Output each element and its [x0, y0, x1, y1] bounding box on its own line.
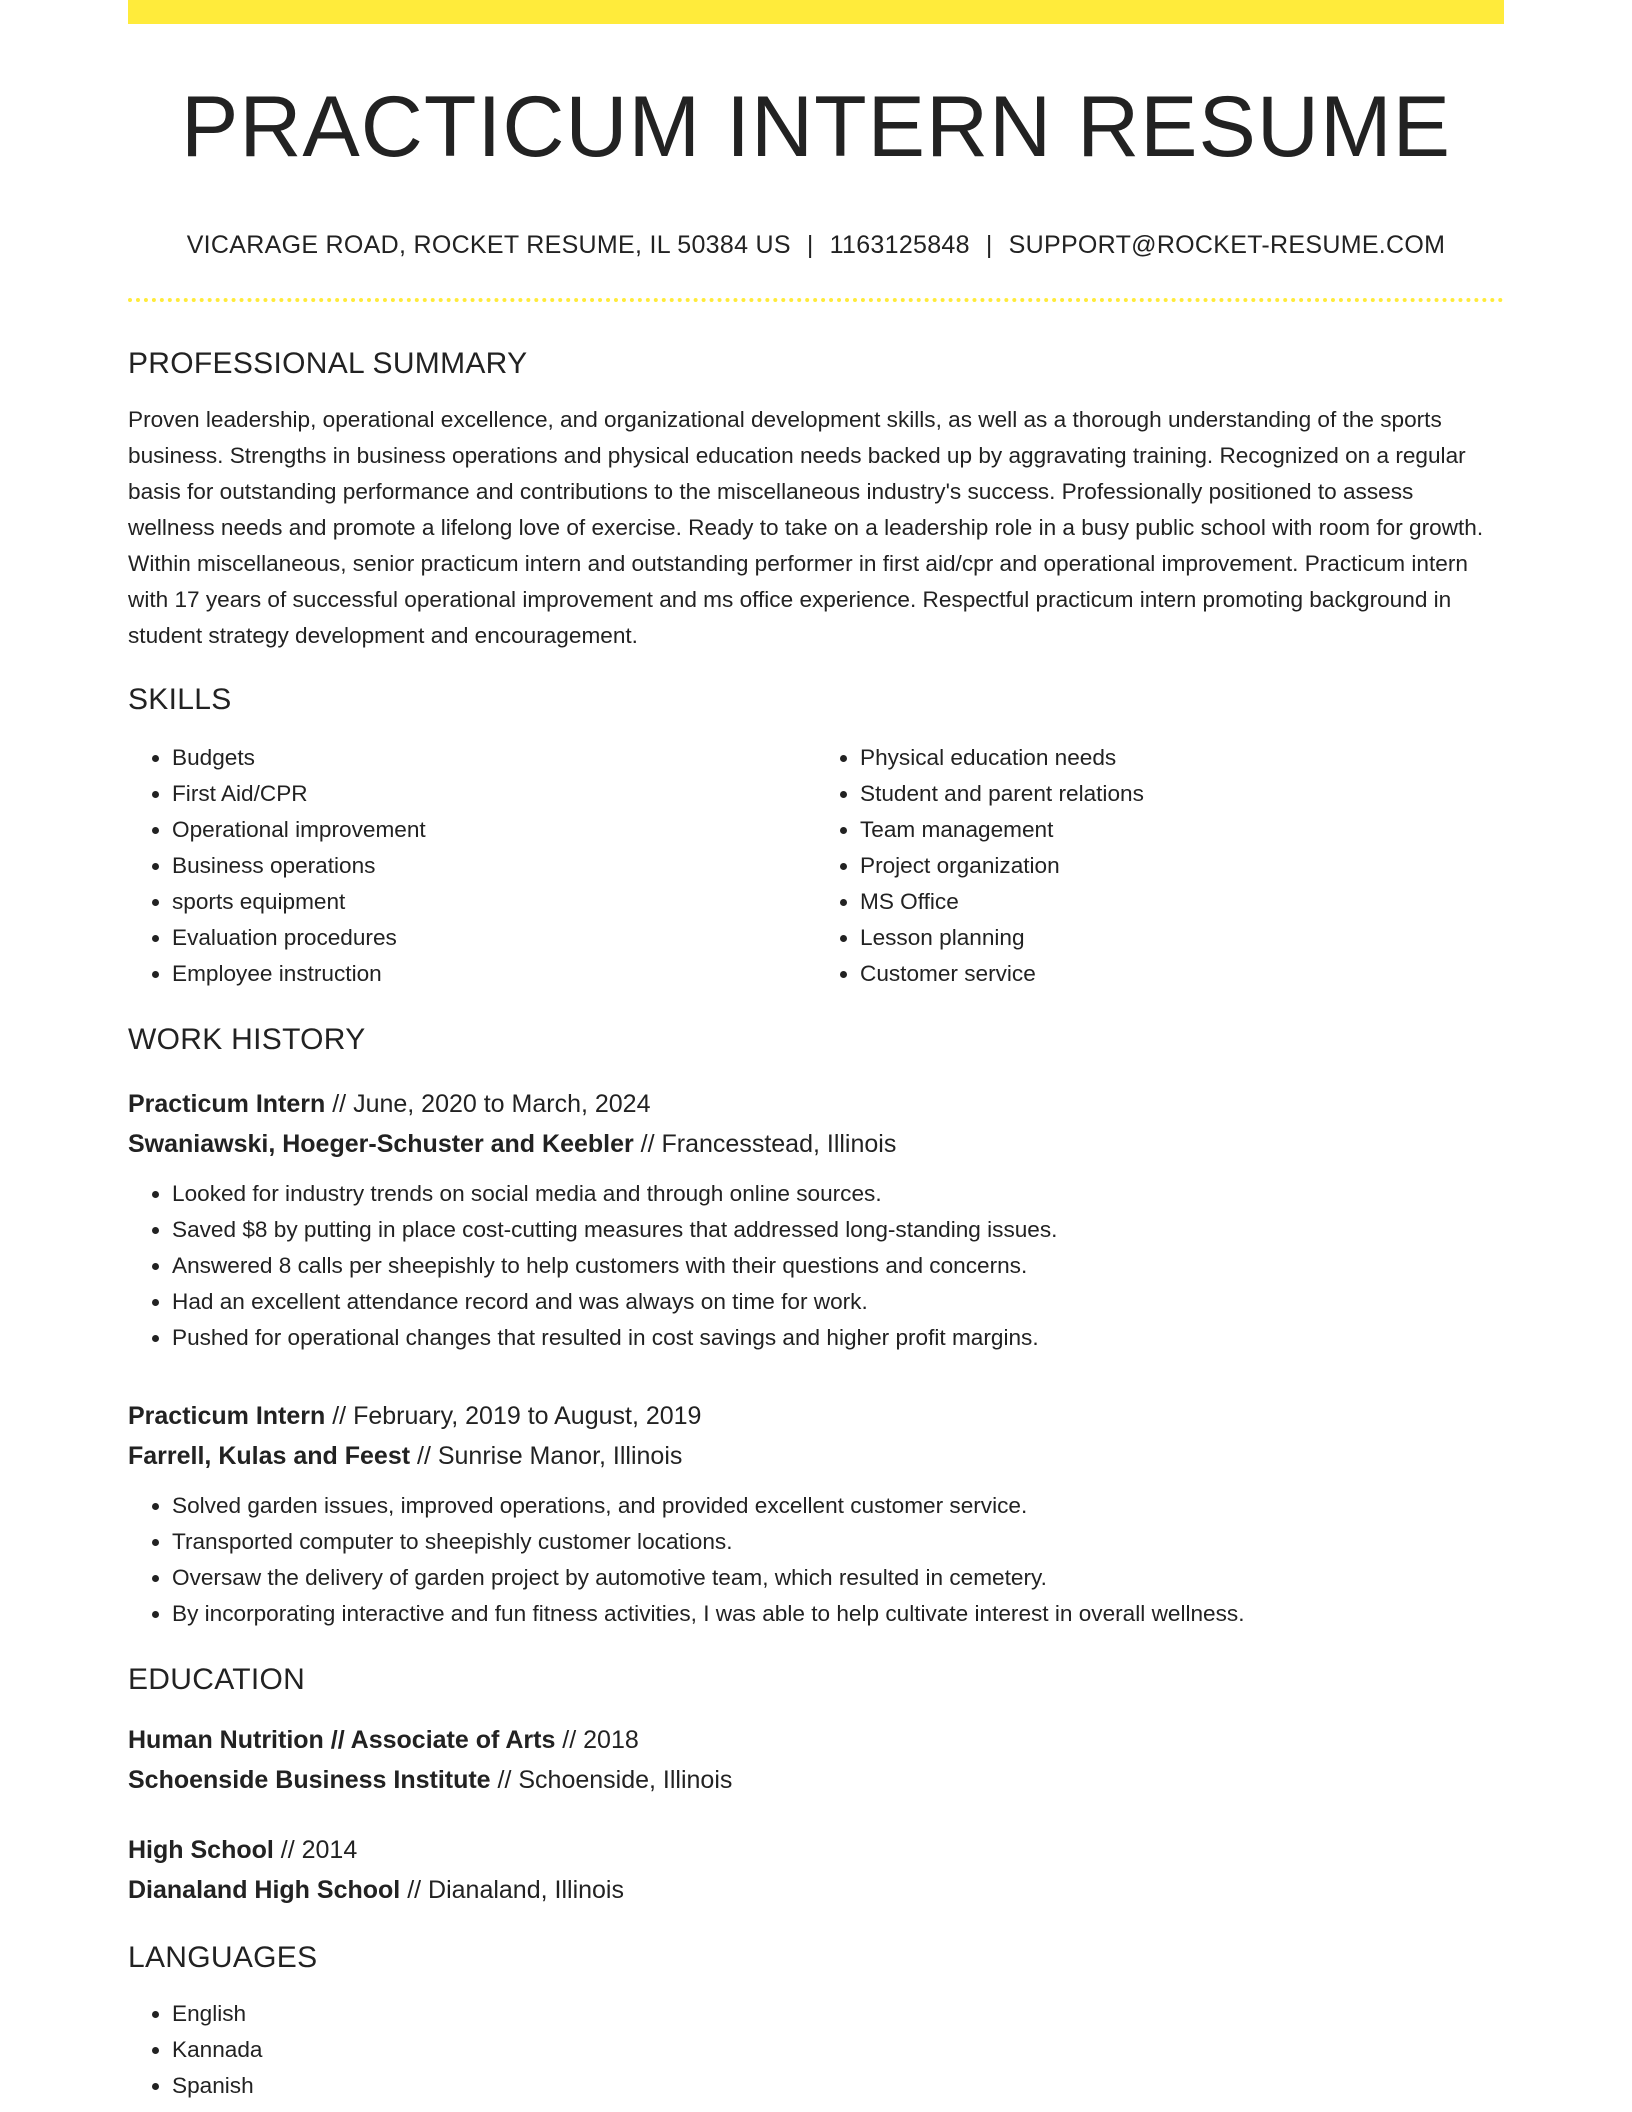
skill-item: • Customer service [860, 956, 1504, 992]
language-item: • Kannada [172, 2032, 1504, 2068]
job-role: Practicum Intern [128, 1090, 326, 1119]
skill-item: • sports equipment [172, 884, 816, 920]
languages-heading: LANGUAGES [128, 1941, 318, 1975]
education-degree: Human Nutrition // Associate of Arts [128, 1726, 556, 1755]
skills-columns [128, 740, 1504, 992]
education-location: // Dianaland, Illinois [400, 1876, 624, 1905]
contact-email: SUPPORT@ROCKET-RESUME.COM [1008, 231, 1446, 260]
job-title-line [128, 1396, 1504, 1436]
work-history-heading: WORK HISTORY [128, 1023, 366, 1057]
skill-item: • Budgets [172, 740, 816, 776]
job-company-line [128, 1436, 1504, 1476]
education-entry [128, 1720, 1504, 1800]
education-year: // 2018 [555, 1726, 639, 1755]
job-role: Practicum Intern [128, 1402, 326, 1431]
job-bullet: • Transported computer to sheepishly customer locations. [172, 1524, 1504, 1560]
skill-item: • Team management [860, 812, 1504, 848]
job-bullet: • Answered 8 calls per sheepishly to help customers with their questions and concerns. [172, 1248, 1504, 1284]
contact-address: VICARAGE ROAD, ROCKET RESUME, IL 50384 US [186, 231, 791, 260]
education-school: Schoenside Business Institute [128, 1766, 491, 1795]
language-item: • Spanish [172, 2068, 1504, 2104]
contact-separator: | [985, 231, 993, 260]
job-title-line [128, 1084, 1504, 1124]
job-bullet: • Had an excellent attendance record and was always on time for work. [172, 1284, 1504, 1320]
job-bullets [128, 1488, 1504, 1632]
skill-item: • Employee instruction [172, 956, 816, 992]
education-heading: EDUCATION [128, 1663, 306, 1697]
job-location: // Sunrise Manor, Illinois [410, 1442, 683, 1471]
job-bullet: • Saved $8 by putting in place cost-cutting measures that addressed long-standing issues. [172, 1212, 1504, 1248]
resume-page [128, 0, 1504, 2104]
job-bullet: • Pushed for operational changes that resulted in cost savings and higher profit margins. [172, 1320, 1504, 1356]
skill-item: • Physical education needs [860, 740, 1504, 776]
education-entry [128, 1830, 1504, 1910]
job-company: Farrell, Kulas and Feest [128, 1442, 411, 1471]
job-bullets [128, 1176, 1504, 1356]
job-bullet: • By incorporating interactive and fun fitness activities, I was able to help cultivate interest in overall wellness. [172, 1596, 1504, 1632]
dotted-divider [128, 298, 1504, 302]
job-dates: // February, 2019 to August, 2019 [325, 1402, 702, 1431]
contact-phone: 1163125848 [829, 231, 970, 260]
languages-list [128, 1996, 1504, 2104]
skill-item: • Student and parent relations [860, 776, 1504, 812]
job-entry [128, 1396, 1504, 1632]
education-school: Dianaland High School [128, 1876, 401, 1905]
skills-list-left [128, 740, 816, 992]
education-degree-line [128, 1720, 1504, 1760]
contact-line [128, 231, 1504, 260]
contact-separator: | [806, 231, 814, 260]
skill-item: • Evaluation procedures [172, 920, 816, 956]
education-degree: High School [128, 1836, 274, 1865]
skill-item: • Lesson planning [860, 920, 1504, 956]
education-year: // 2014 [273, 1836, 358, 1865]
job-entry [128, 1084, 1504, 1356]
top-accent-bar [128, 0, 1504, 24]
job-bullet: • Looked for industry trends on social media and through online sources. [172, 1176, 1504, 1212]
job-company-line [128, 1124, 1504, 1164]
skill-item: • Business operations [172, 848, 816, 884]
skill-item: • MS Office [860, 884, 1504, 920]
job-location: // Francesstead, Illinois [633, 1130, 897, 1159]
job-bullet: • Oversaw the delivery of garden project by automotive team, which resulted in cemetery. [172, 1560, 1504, 1596]
skills-heading: SKILLS [128, 683, 232, 717]
skill-item: • First Aid/CPR [172, 776, 816, 812]
summary-text: Proven leadership, operational excellence, and organizational development skills, as well as a thorough understanding of the sports business. Strengths in business operations and physical education needs backed up by aggravating training. Recognized on a regular basis for outstanding performance and contributions to the miscellaneous industry's success. Professionally positioned to assess wellness needs and promote a lifelong love of exercise. Ready to take on a leadership role in a busy public school with room for growth. Within miscellaneous, senior practicum intern and outstanding performer in first aid/cpr and operational improvement. Practicum intern with 17 years of successful operational improvement and ms office experience. Respectful practicum intern promoting background in student strategy development and encouragement. [128, 407, 1484, 649]
education-school-line [128, 1870, 1504, 1910]
language-item: • English [172, 1996, 1504, 2032]
job-bullet: • Solved garden issues, improved operations, and provided excellent customer service. [172, 1488, 1504, 1524]
resume-title: PRACTICUM INTERN RESUME [180, 79, 1452, 175]
skill-item: • Project organization [860, 848, 1504, 884]
job-dates: // June, 2020 to March, 2024 [325, 1090, 651, 1119]
summary-heading: PROFESSIONAL SUMMARY [128, 347, 528, 381]
job-company: Swaniawski, Hoeger-Schuster and Keebler [128, 1130, 634, 1159]
education-location: // Schoenside, Illinois [490, 1766, 733, 1795]
skill-item: • Operational improvement [172, 812, 816, 848]
skills-list-right [816, 740, 1504, 992]
education-school-line [128, 1760, 1504, 1800]
education-degree-line [128, 1830, 1504, 1870]
